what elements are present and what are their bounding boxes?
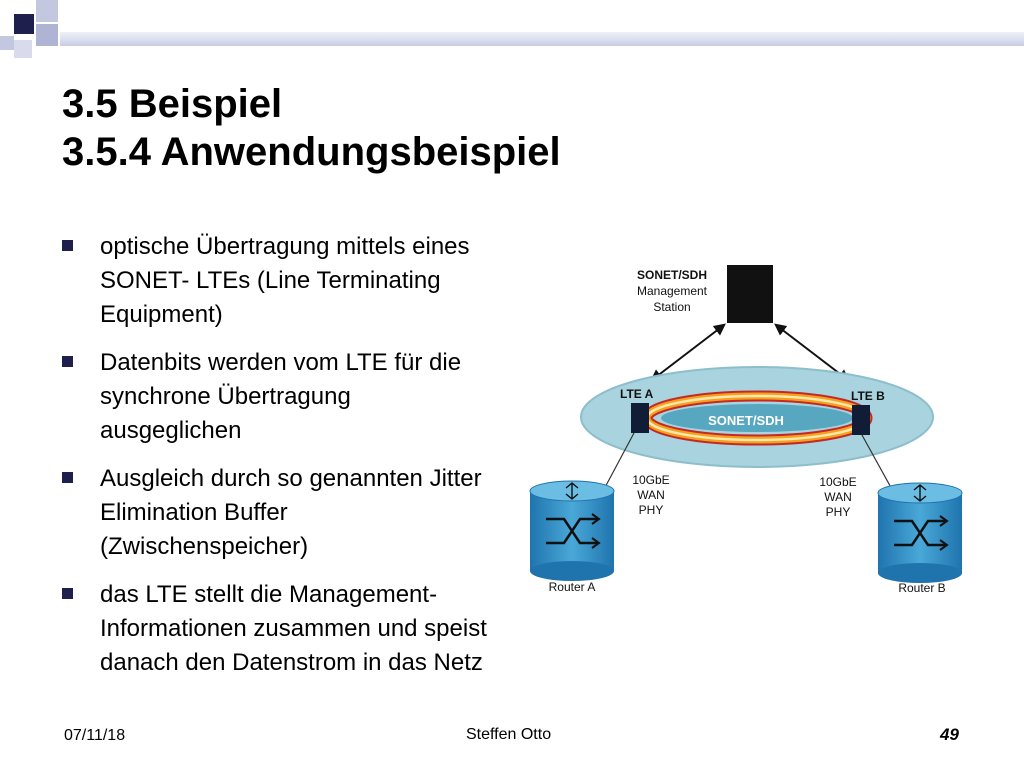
deco-square <box>14 14 34 34</box>
bullet-list <box>62 230 492 694</box>
bullet-item <box>62 230 492 332</box>
corner-decoration <box>0 0 60 60</box>
deco-square <box>36 24 58 46</box>
bullet-item <box>62 462 492 564</box>
page-number: 49 <box>940 725 959 744</box>
slide-title <box>62 80 561 176</box>
link-b-line-1: 10GbE <box>819 475 857 489</box>
router-b-icon <box>878 483 962 583</box>
lte-b-box <box>852 405 870 435</box>
deco-square <box>0 36 14 50</box>
bullet-text: Ausgleich durch so genannten Jitter Elimination Buffer (Zwischenspeicher) <box>100 465 482 560</box>
link-a-line-1: 10GbE <box>632 473 670 487</box>
management-station-box <box>727 265 773 323</box>
lte-a-label: LTE A <box>620 387 654 401</box>
lte-b-label: LTE B <box>851 389 885 403</box>
station-label-line-1: SONET/SDH <box>636 268 708 282</box>
deco-square <box>36 0 58 22</box>
bullet-text: optische Übertragung mittels eines SONET- LTEs (Line Terminating Equipment) <box>100 233 470 328</box>
footer-author: Steffen Otto <box>466 726 552 743</box>
link-b-line-3: PHY <box>825 505 851 519</box>
title-line-1: 3.5 Beispiel <box>62 82 283 126</box>
bullet-square-icon <box>62 588 73 599</box>
station-label-line-2: Management <box>636 284 708 298</box>
station-label-line-3: Station <box>653 300 691 314</box>
title-rule <box>60 32 1024 46</box>
title-line-2: 3.5.4 Anwendungsbeispiel <box>62 130 561 174</box>
bullet-square-icon <box>62 472 73 483</box>
ring-label: SONET/SDH <box>708 413 784 428</box>
bullet-text: Datenbits werden vom LTE für die synchrone Übertragung ausgeglichen <box>100 349 462 444</box>
lte-a-box <box>631 403 649 433</box>
bullet-item <box>62 578 492 680</box>
link-a-line-3: PHY <box>638 503 664 517</box>
bullet-text: das LTE stellt die Management- Informationen zusammen und speist danach den Datenstrom in das Netz <box>100 581 487 676</box>
sonet-network-diagram <box>520 255 995 605</box>
link-b-line-2: WAN <box>824 490 852 504</box>
router-a-label: Router A <box>548 580 596 594</box>
deco-square <box>14 40 32 58</box>
link-a-line-2: WAN <box>637 488 665 502</box>
bullet-item <box>62 346 492 448</box>
bullet-square-icon <box>62 356 73 367</box>
footer-date: 07/11/18 <box>64 727 126 744</box>
router-b-label: Router B <box>898 581 946 595</box>
router-a-icon <box>530 481 614 581</box>
bullet-square-icon <box>62 240 73 251</box>
